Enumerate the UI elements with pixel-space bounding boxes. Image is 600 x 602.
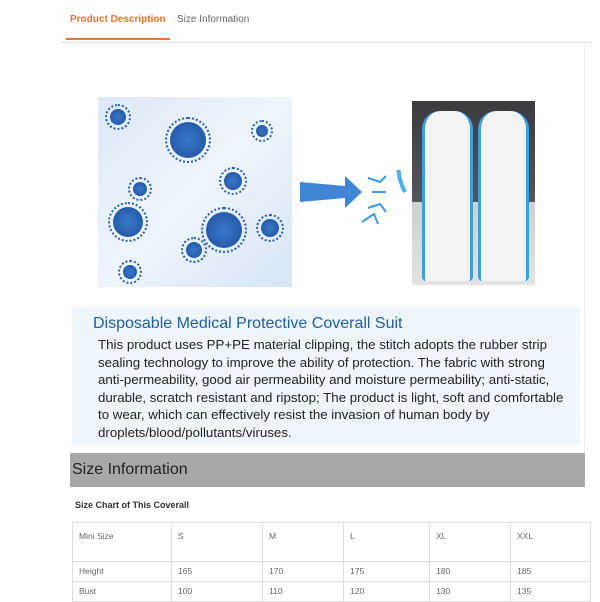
tab-size-information[interactable]: Size Information bbox=[177, 14, 250, 25]
table-cell: 135 bbox=[511, 582, 591, 602]
table-cell: 110 bbox=[263, 582, 344, 602]
header-cell: L bbox=[344, 523, 430, 562]
size-chart-title: Size Chart of This Coverall bbox=[75, 500, 190, 510]
product-title: Disposable Medical Protective Coverall Suit bbox=[93, 315, 403, 332]
size-table bbox=[72, 522, 591, 602]
header-cell: M bbox=[263, 523, 344, 562]
protection-arrow-icon bbox=[300, 170, 410, 250]
tab-product-description[interactable]: Product Description bbox=[70, 14, 166, 25]
size-info-banner bbox=[70, 453, 585, 487]
product-description: This product uses PP+PE material clipping, the stitch adopts the rubber strip sealing technology to improve the ability of protection. The fabric with strong anti-permeability, good air permeability and moisture permeability; anti-static, durable, scratch resistant and ripstop; The product is light, soft and comfortable to wear, which can effectively resist the invasion of human body by droplets/blood/pollutants/viruses. bbox=[98, 337, 564, 440]
table-cell: 180 bbox=[430, 562, 511, 582]
virus-illustration bbox=[98, 97, 292, 287]
header-cell: S bbox=[172, 523, 263, 562]
coverall-photo bbox=[412, 101, 535, 285]
size-info-heading: Size Information bbox=[72, 461, 188, 478]
divider bbox=[584, 42, 585, 462]
table-cell: 185 bbox=[511, 562, 591, 582]
header-cell: XXL bbox=[511, 523, 591, 562]
table-cell: 130 bbox=[430, 582, 511, 602]
table-row bbox=[73, 562, 591, 582]
tab-bar bbox=[62, 0, 592, 43]
table-cell: Height bbox=[73, 562, 172, 582]
description-box bbox=[72, 307, 580, 445]
table-cell: 165 bbox=[172, 562, 263, 582]
table-cell: 175 bbox=[344, 562, 430, 582]
table-row bbox=[73, 582, 591, 602]
table-cell: 100 bbox=[172, 582, 263, 602]
table-cell: 170 bbox=[263, 562, 344, 582]
header-cell: Mini Size bbox=[73, 523, 172, 562]
table-cell: Bust bbox=[73, 582, 172, 602]
header-cell: XL bbox=[430, 523, 511, 562]
table-header-row bbox=[73, 523, 591, 562]
table-cell: 120 bbox=[344, 582, 430, 602]
